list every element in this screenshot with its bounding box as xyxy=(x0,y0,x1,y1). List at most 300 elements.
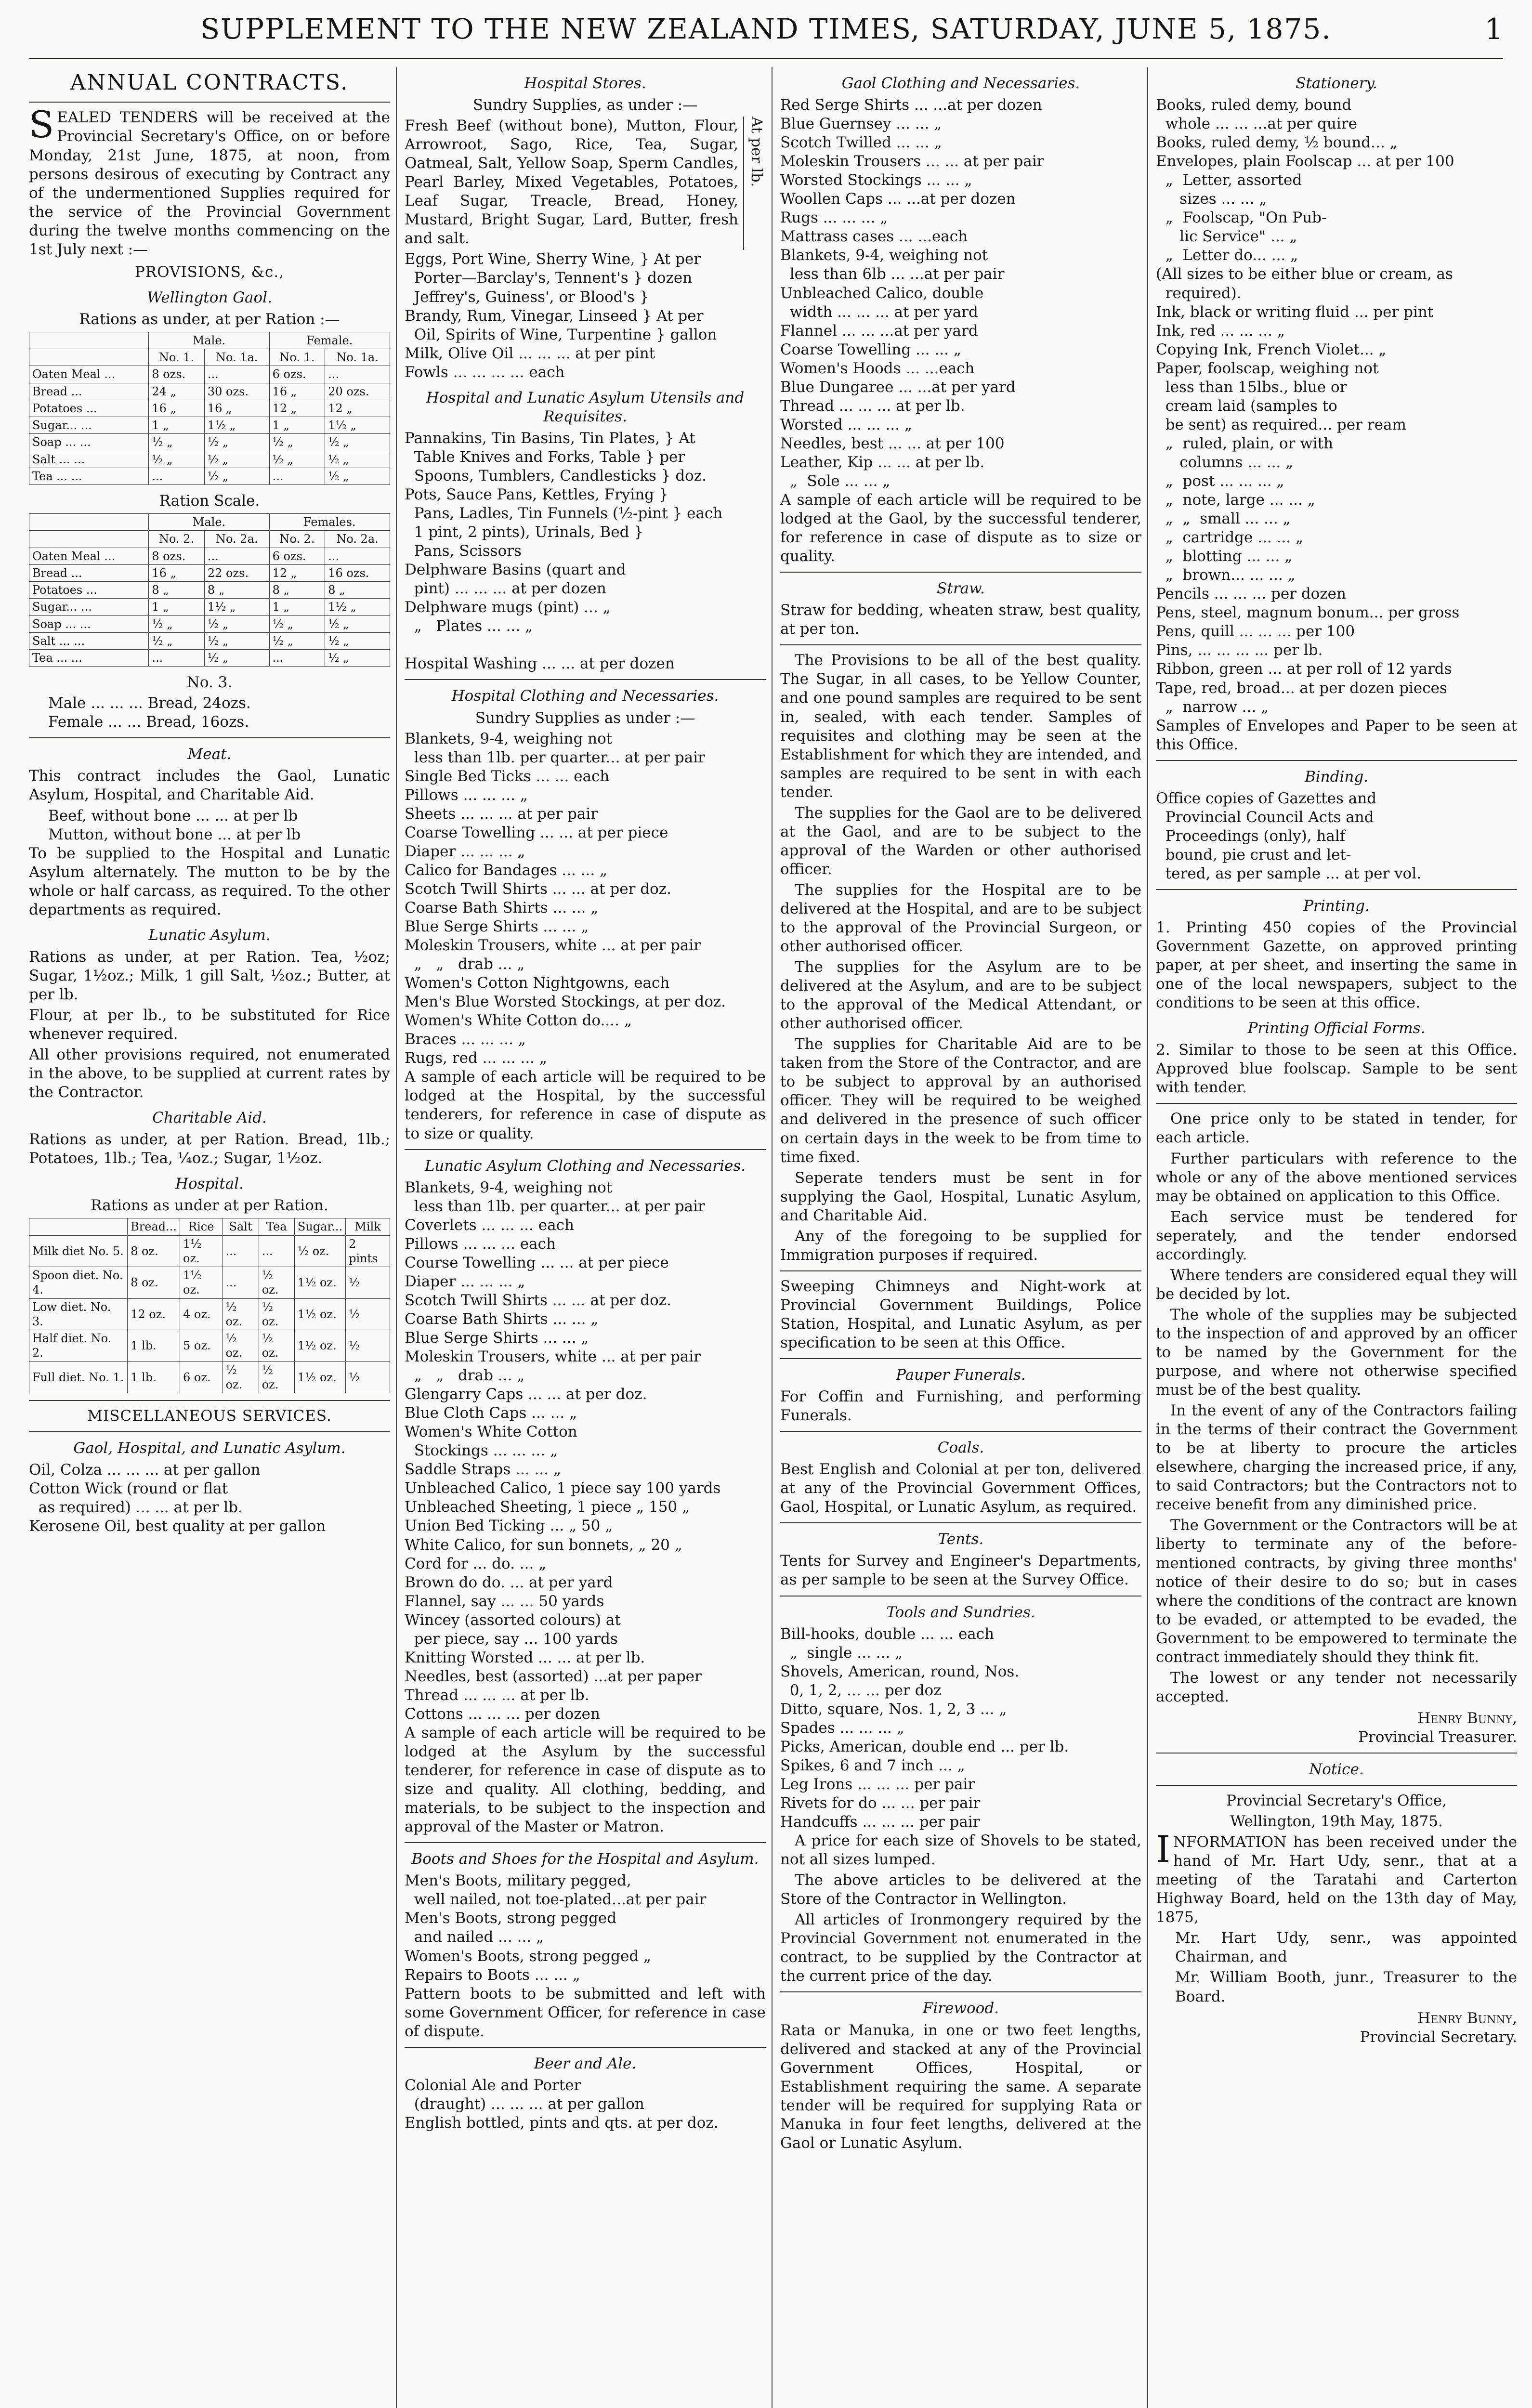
table-cell: 1½ oz. xyxy=(294,1267,345,1298)
meat-line: Beef, without bone ... ... at per lb xyxy=(48,807,298,824)
table-cell: ½ oz. xyxy=(259,1361,294,1393)
firewood-text: Rata or Manuka, in one or two feet lengths, delivered and stacked at any of the Provincial Government Offices, Hospital, or Establishment requiring the same. A separate tender will be required for supplying Rata or Manuka in four feet lengths, delivered at the Gaol or Lunatic Asylum. xyxy=(780,2021,1141,2152)
table-cell: ½ „ xyxy=(149,615,205,632)
printing-forms-heading: Printing Official Forms. xyxy=(1247,1020,1426,1037)
column-rule xyxy=(772,67,773,2408)
no3-line: Female ... ... Bread, 16ozs. xyxy=(48,713,249,731)
table-cell: ½ „ xyxy=(269,451,325,468)
meat-text: This contract includes the Gaol, Lunatic Asylum, Hospital, and Charitable Aid. xyxy=(29,767,390,804)
text-line: 0, 1, 2, ... ... per doz xyxy=(780,1681,942,1699)
table-row xyxy=(29,649,390,666)
divider xyxy=(405,1842,766,1843)
table-row xyxy=(29,564,390,581)
text-line: Glengarry Caps ... ... at per doz. xyxy=(405,1386,647,1403)
table-body xyxy=(29,548,390,667)
table-cell: ½ „ xyxy=(325,434,390,451)
text-line: English bottled, pints and qts. at per doz. xyxy=(405,2114,719,2132)
text-line: Repairs to Boots ... ... „ xyxy=(405,1966,580,1984)
column-1 xyxy=(29,67,390,2408)
table-cell: ... xyxy=(149,468,205,484)
text-line: Worsted ... ... ... „ xyxy=(780,416,912,433)
page-number: 1 xyxy=(1484,13,1503,46)
table-cell: ... xyxy=(204,366,269,383)
gaol-ration-table xyxy=(29,332,390,485)
diet-name: Half diet. No. 2. xyxy=(29,1330,128,1361)
text-line: 1 pint, 2 pints), Urinals, Bed } xyxy=(405,523,644,541)
tools-heading: Tools and Sundries. xyxy=(886,1603,1035,1621)
ration-scale-table xyxy=(29,513,390,667)
text-line: Red Serge Shirts ... ...at per dozen xyxy=(780,96,1042,114)
coals-text: Best English and Colonial at per ton, delivered at any of the Provincial Government Offices, Gaol, Hospital, or Lunatic Asylum, as required. xyxy=(780,1461,1141,1516)
text-line: Tape, red, broad... at per dozen pieces xyxy=(1156,679,1447,697)
text-line: whole ... ... ...at per quire xyxy=(1156,115,1357,133)
text-line: and nailed ... ... „ xyxy=(405,1928,544,1946)
text-line: Braces ... ... ... „ xyxy=(405,1031,526,1048)
text-line: Rugs, red ... ... ... „ xyxy=(405,1049,547,1067)
text-line: tered, as per sample ... at per vol. xyxy=(1156,864,1422,882)
table-cell: ½ „ xyxy=(325,615,390,632)
text-line: Single Bed Ticks ... ... each xyxy=(405,767,610,785)
notice-place: Provincial Secretary's Office, xyxy=(1226,1792,1447,1810)
diet-header: Bread... xyxy=(128,1218,180,1235)
masthead xyxy=(29,9,1503,52)
table-cell: 1 „ xyxy=(269,417,325,434)
table-group-header: Male. xyxy=(149,514,269,531)
table-row xyxy=(29,451,390,468)
text-line xyxy=(405,636,766,654)
table-cell: ½ „ xyxy=(325,451,390,468)
text-line: Eggs, Port Wine, Sherry Wine, } At per xyxy=(405,250,701,268)
text-line: White Calico, for sun bonnets, „ 20 „ xyxy=(405,1536,682,1554)
table-row xyxy=(29,1330,390,1361)
text-line: Bill-hooks, double ... ... each xyxy=(780,1625,995,1643)
column-2 xyxy=(405,67,766,2408)
masthead-rule xyxy=(29,58,1503,59)
paragraph: The supplies for the Gaol are to be delivered at the Gaol, and are to be subject to the approval of the Warden or other authorised officer. xyxy=(780,804,1141,878)
table-row xyxy=(29,548,390,564)
signature-title: Provincial Treasurer. xyxy=(1358,1728,1517,1746)
table-cell: 1 „ xyxy=(269,599,325,615)
paragraph: The Government or the Contractors will be at liberty to terminate any of the before-mentioned contracts, by giving three months' notice of their desire to do so; but in cases where the conditions of the contract are known to be evaded, or attempted to be evaded, the Government to be empowered to terminate the contract immediately should they think fit. xyxy=(1156,1517,1517,1666)
paragraph: The above articles to be delivered at the Store of the Contractor in Wellington. xyxy=(780,1871,1141,1908)
printing-heading: Printing. xyxy=(1303,897,1370,915)
table-cell: 1½ oz. xyxy=(180,1235,223,1267)
text-line: Moleskin Trousers, white ... at per pair xyxy=(405,1348,701,1366)
table-row xyxy=(29,383,390,400)
text-line: Books, ruled demy, ½ bound... „ xyxy=(1156,134,1398,152)
text-line: Women's Hoods ... ...each xyxy=(780,359,975,377)
pauper-text: For Coffin and Furnishing, and performing Funerals. xyxy=(780,1388,1141,1425)
text-line: Table Knives and Forks, Table } per xyxy=(405,448,685,466)
gaol-clothing-heading: Gaol Clothing and Necessaries. xyxy=(841,75,1080,92)
table-cell: ½ xyxy=(346,1361,390,1393)
table-col-header: No. 2a. xyxy=(325,531,390,548)
no3-line: Male ... ... ... Bread, 24ozs. xyxy=(48,694,251,712)
table-row xyxy=(29,366,390,383)
divider xyxy=(780,644,1141,645)
gaol-clothing-lines xyxy=(780,96,1141,491)
beer-heading: Beer and Ale. xyxy=(534,2055,637,2072)
text-line: Proceedings (only), half xyxy=(1156,827,1346,845)
printing-text: 1. Printing 450 copies of the Provincial Government Gazette, on approved printing paper, at per sheet, and inserting the same in one of the local newspapers, subject to the conditions to be seen at this office. xyxy=(1156,919,1517,1012)
text-line: bound, pie crust and let- xyxy=(1156,846,1351,864)
text-line: Rugs ... ... ... „ xyxy=(780,209,888,227)
divider xyxy=(780,1358,1141,1359)
table-body xyxy=(29,366,390,485)
misc-line: Kerosene Oil, best quality at per gallon xyxy=(29,1518,326,1535)
table-cell: ... xyxy=(325,366,390,383)
charitable-aid-heading: Charitable Aid. xyxy=(152,1109,267,1127)
table-cell: ½ oz. xyxy=(223,1298,259,1330)
table-cell: ... xyxy=(223,1235,259,1267)
text-line: Coarse Towelling ... ... „ xyxy=(780,340,961,358)
text-line: Thread ... ... ... at per lb. xyxy=(780,397,965,415)
hospital-diet-table xyxy=(29,1218,390,1393)
text-line: less than 1lb. per quarter... at per pair xyxy=(405,1197,705,1215)
table-cell: 20 ozs. xyxy=(325,383,390,400)
table-cell: ... xyxy=(149,649,205,666)
divider xyxy=(405,1149,766,1150)
paragraph: The supplies for Charitable Aid are to be taken from the Store of the Contractor, and are to be subject to approval by an authorised officer. They will be required to be weighed and delivered in the presence of such officer on certain days in the week to be from time to time fixed. xyxy=(780,1035,1141,1166)
stores-block xyxy=(405,117,766,250)
misc-services-heading: MISCELLANEOUS SERVICES. xyxy=(87,1407,332,1425)
table-cell: 12 „ xyxy=(325,400,390,417)
text-line: Thread ... ... ... at per lb. xyxy=(405,1686,589,1704)
text-line: Scotch Twill Shirts ... ... at per doz. xyxy=(405,1291,671,1309)
table-group-header: Male. xyxy=(149,332,269,349)
diet-name: Full diet. No. 1. xyxy=(29,1361,128,1393)
text-line: Coarse Bath Shirts ... ... „ xyxy=(405,899,599,916)
table-cell: 16 „ xyxy=(204,400,269,417)
text-line: „ brown... ... ... „ xyxy=(1156,566,1296,584)
table-row xyxy=(29,632,390,649)
paragraph: One price only to be stated in tender, for each article. xyxy=(1156,1110,1517,1147)
table-cell: ½ xyxy=(346,1330,390,1361)
text-line: „ Plates ... ... „ xyxy=(405,617,533,635)
text-line: Blue Serge Shirts ... ... „ xyxy=(405,918,589,936)
text-line: sizes ... ... „ xyxy=(1156,190,1267,208)
diet-header: Sugar... xyxy=(294,1218,345,1235)
table-row xyxy=(29,468,390,484)
text-line: Course Towelling ... ... at per piece xyxy=(405,1254,669,1271)
utensils-lines xyxy=(405,429,766,674)
text-line: Pencils ... ... ... per dozen xyxy=(1156,585,1346,603)
table-cell: 1 „ xyxy=(149,417,205,434)
table-cell: Bread ... xyxy=(29,564,149,581)
divider xyxy=(1156,1753,1517,1754)
text-line: Milk, Olive Oil ... ... ... at per pint xyxy=(405,344,655,362)
table-row xyxy=(29,1361,390,1393)
tools-lines xyxy=(780,1625,1141,1832)
firewood-heading: Firewood. xyxy=(922,2000,999,2017)
divider xyxy=(1156,1103,1517,1104)
text-line: Scotch Twill Shirts ... ... at per doz. xyxy=(405,880,671,898)
table-cell: 12 „ xyxy=(269,400,325,417)
paragraph: Where tenders are considered equal they will be decided by lot. xyxy=(1156,1266,1517,1303)
table-cell: Oaten Meal ... xyxy=(29,548,149,564)
printing-forms-text: 2. Similar to those to be seen at this Office. Approved blue foolscap. Sample to be sent with tender. xyxy=(1156,1041,1517,1097)
binding-lines xyxy=(1156,789,1517,883)
table-cell: 8 ozs. xyxy=(149,548,205,564)
divider xyxy=(1156,760,1517,761)
paragraph: Any of the foregoing to be supplied for Immigration purposes if required. xyxy=(780,1227,1141,1264)
text-line: Pans, Ladles, Tin Funnels (½-pint } each xyxy=(405,505,723,523)
stores-text: Fresh Beef (without bone), Mutton, Flour, Arrowroot, Sago, Rice, Tea, Sugar, Oatmeal, Salt, Yellow Soap, Sperm Candles, Pearl Barley, Mixed Vegetables, Potatoes, Leaf Sugar, Treacle, Bread, Honey, Mustard, Bright Sugar, Lard, Butter, fresh and salt. xyxy=(405,117,738,248)
table-cell: 1½ oz. xyxy=(294,1330,345,1361)
divider xyxy=(780,1596,1141,1597)
diet-header: Tea xyxy=(259,1218,294,1235)
text-line: well nailed, not toe-plated...at per pair xyxy=(405,1891,707,1909)
table-cell: ½ „ xyxy=(204,451,269,468)
clothing-lines xyxy=(405,730,766,1068)
table-cell: Soap ... ... xyxy=(29,615,149,632)
text-line: Diaper ... ... ... „ xyxy=(405,842,525,860)
text-line: Ditto, square, Nos. 1, 2, 3 ... „ xyxy=(780,1700,1007,1718)
paragraph: In the event of any of the Contractors failing in the terms of their contract the Government to be at liberty to procure the articles elsewhere, charging the increased price, if any, to said Contractors; but the Contractors not to receive benefit from any diminished price. xyxy=(1156,1402,1517,1514)
text-line: Provincial Council Acts and xyxy=(1156,808,1374,826)
table-cell: 1 lb. xyxy=(128,1330,180,1361)
text-line: Coarse Bath Shirts ... ... „ xyxy=(405,1310,599,1328)
diet-header: Salt xyxy=(223,1218,259,1235)
text-line: Blankets, 9-4, weighing not xyxy=(780,247,988,264)
text-line: width ... ... ... at per yard xyxy=(780,303,978,321)
table-col-header: No. 2. xyxy=(149,531,205,548)
text-line: Women's White Cotton xyxy=(405,1423,577,1441)
paragraph: The lowest or any tender not necessarily accepted. xyxy=(1156,1669,1517,1705)
stores-brace-label: At per lb. xyxy=(743,117,766,250)
table-row xyxy=(29,1267,390,1298)
lunatic-clothing-lines xyxy=(405,1178,766,1724)
gaol-clothing-note: A sample of each article will be required to be lodged at the Gaol, by the successful tenderer, for reference in case of dispute as to size or quality. xyxy=(780,491,1141,565)
table-cell: 8 oz. xyxy=(128,1235,180,1267)
text-line: „ „ drab ... „ xyxy=(405,1367,525,1385)
text-line: Women's Boots, strong pegged „ xyxy=(405,1947,652,1965)
text-line: Blue Dungaree ... ...at per yard xyxy=(780,378,1016,396)
hospital-clothing-heading: Hospital Clothing and Necessaries. xyxy=(451,687,719,705)
gaol-subheading: Rations as under, at per Ration :— xyxy=(79,310,340,328)
paragraph: Seperate tenders must be sent in for supplying the Gaol, Hospital, Lunatic Asylum, and Charitable Aid. xyxy=(780,1169,1141,1224)
table-row xyxy=(29,400,390,417)
table-row xyxy=(29,1298,390,1330)
charitable-text: Rations as under, at per Ration. Bread, 1lb.; Potatoes, 1lb.; Tea, ¼oz.; Sugar, 1½oz. xyxy=(29,1131,390,1167)
text-line: Men's Boots, military pegged, xyxy=(405,1872,631,1890)
divider xyxy=(780,1522,1141,1523)
table-cell: ½ oz. xyxy=(294,1235,345,1267)
text-line: per piece, say ... 100 yards xyxy=(405,1630,618,1648)
text-line: Pillows ... ... ... each xyxy=(405,1235,556,1253)
text-line: Paper, foolscap, weighing not xyxy=(1156,359,1379,377)
table-cell: ½ „ xyxy=(204,632,269,649)
text-line: Worsted Stockings ... ... „ xyxy=(780,171,972,189)
table-cell: Soap ... ... xyxy=(29,434,149,451)
binding-heading: Binding. xyxy=(1304,768,1369,785)
text-line: Envelopes, plain Foolscap ... at per 100 xyxy=(1156,153,1454,170)
divider xyxy=(29,737,390,738)
text-line: Knitting Worsted ... ... at per lb. xyxy=(405,1649,645,1666)
table-cell: 6 oz. xyxy=(180,1361,223,1393)
table-cell: ½ „ xyxy=(269,615,325,632)
divider xyxy=(29,102,390,103)
text-line: Spoons, Tumblers, Candlesticks } doz. xyxy=(405,467,707,484)
stationery-note: Samples of Envelopes and Paper to be seen at this Office. xyxy=(1156,717,1517,753)
text-line: Scotch Twilled ... ... „ xyxy=(780,134,942,152)
text-line: Blue Guernsey ... ... „ xyxy=(780,115,942,133)
text-line: cream laid (samples to xyxy=(1156,397,1337,415)
table-cell: 24 „ xyxy=(149,383,205,400)
text-line: „ „ drab ... „ xyxy=(405,955,525,973)
misc-subheading: Gaol, Hospital, and Lunatic Asylum. xyxy=(73,1440,346,1457)
table-cell: Tea ... ... xyxy=(29,468,149,484)
table-cell: ½ oz. xyxy=(259,1298,294,1330)
sweeping-text: Sweeping Chimneys and Night-work at Provincial Government Buildings, Police Station, Hospital, and Lunatic Asylum, as per specification to be seen at this Office. xyxy=(780,1277,1141,1351)
text-line: Spades ... ... ... „ xyxy=(780,1719,904,1737)
table-cell: ½ xyxy=(346,1298,390,1330)
straw-heading: Straw. xyxy=(937,580,985,598)
table-cell: Sugar... ... xyxy=(29,417,149,434)
text-line: Needles, best ... ... at per 100 xyxy=(780,434,1005,452)
signature-name: Henry Bunny, xyxy=(1417,1709,1517,1727)
text-line: less than 1lb. per quarter... at per pair xyxy=(405,748,705,766)
boots-note: Pattern boots to be submitted and left with some Government Officer, for reference in case of dispute. xyxy=(405,1985,766,2040)
tender-intro: SEALED TENDERS will be received at the Provincial Secretary's Office, on or before Monday, 21st June, 1875, at noon, from persons desirous of executing by Contract any of the undermentioned Supplies required for the service of the Provincial Government during the twelve months commencing on the 1st July next :— xyxy=(29,103,390,258)
text-line: Pens, quill ... ... ... per 100 xyxy=(1156,623,1355,641)
hospital-clothing-subheading: Sundry Supplies as under :— xyxy=(475,709,695,727)
table-cell: Oaten Meal ... xyxy=(29,366,149,383)
text-line: „ blotting ... ... „ xyxy=(1156,548,1293,565)
notice-signature-name: Henry Bunny, xyxy=(1417,2009,1517,2027)
table-cell: 1 „ xyxy=(149,599,205,615)
text-line: Pins, ... ... ... ... per lb. xyxy=(1156,641,1323,659)
diet-name: Spoon diet. No. 4. xyxy=(29,1267,128,1298)
text-line: Coverlets ... ... ... each xyxy=(405,1216,574,1234)
table-cell: 1½ oz. xyxy=(180,1267,223,1298)
table-cell: 6 ozs. xyxy=(269,366,325,383)
table-cell: ... xyxy=(325,548,390,564)
table-col-header: No. 1. xyxy=(149,349,205,366)
divider xyxy=(780,1991,1141,1992)
utensils-heading: Hospital and Lunatic Asylum Utensils and Requisites. xyxy=(426,389,745,425)
text-line: Pannakins, Tin Basins, Tin Plates, } At xyxy=(405,429,695,447)
table-cell: ½ „ xyxy=(325,468,390,484)
tools-notes xyxy=(780,1832,1141,1986)
table-cell: 5 oz. xyxy=(180,1330,223,1361)
text-line: Men's Blue Worsted Stockings, at per doz. xyxy=(405,993,726,1011)
divider xyxy=(1156,889,1517,890)
text-line: Ink, red ... ... ... „ xyxy=(1156,322,1285,340)
coals-heading: Coals. xyxy=(937,1439,984,1457)
table-cell: 6 ozs. xyxy=(269,548,325,564)
text-line: Blankets, 9-4, weighing not xyxy=(405,1178,613,1196)
notice-text-3: Mr. William Booth, junr., Treasurer to the Board. xyxy=(1175,1969,1517,2005)
table-cell: 16 ozs. xyxy=(325,564,390,581)
column-rule xyxy=(396,67,397,2408)
table-cell: ½ „ xyxy=(204,615,269,632)
divider xyxy=(29,1400,390,1401)
table-cell: 8 ozs. xyxy=(149,366,205,383)
boots-heading: Boots and Shoes for the Hospital and Asylum. xyxy=(411,1850,759,1868)
provisions-heading: PROVISIONS, &c., xyxy=(134,263,285,281)
divider xyxy=(405,2047,766,2048)
table-cell: ½ „ xyxy=(149,632,205,649)
tents-text: Tents for Survey and Engineer's Departments, as per sample to be seen at the Survey Office. xyxy=(780,1552,1141,1589)
table-col-header: No. 1a. xyxy=(325,349,390,366)
table-cell: ½ „ xyxy=(325,632,390,649)
text-line: „ „ small ... ... „ xyxy=(1156,510,1291,528)
text-line: „ note, large ... ... „ xyxy=(1156,491,1315,509)
text-line: Cord for ... do. ... „ xyxy=(405,1555,547,1572)
paragraph: A price for each size of Shovels to be stated, not all sizes lumped. xyxy=(780,1832,1141,1869)
text-line: Flannel ... ... ...at per yard xyxy=(780,322,978,340)
table-cell: ½ oz. xyxy=(223,1361,259,1393)
text-line: Unbleached Calico, double xyxy=(780,284,984,302)
text-line: Blue Serge Shirts ... ... „ xyxy=(405,1329,589,1347)
text-line: „ post ... ... ... „ xyxy=(1156,472,1284,490)
text-line: Leather, Kip ... ... at per lb. xyxy=(780,453,985,471)
notice-heading: Notice. xyxy=(1309,1760,1364,1778)
tender-conditions xyxy=(1156,1110,1517,1706)
divider xyxy=(780,572,1141,573)
table-cell: 12 „ xyxy=(269,564,325,581)
text-line: Porter—Barclay's, Tennent's } dozen xyxy=(405,269,693,287)
text-line: Brown do do. ... at per yard xyxy=(405,1573,613,1591)
text-line: Hospital Washing ... ... at per dozen xyxy=(405,655,675,673)
table-cell: Bread ... xyxy=(29,383,149,400)
text-line: Delphware Basins (quart and xyxy=(405,561,626,579)
text-line: Copying Ink, French Violet... „ xyxy=(1156,340,1387,358)
text-line: Needles, best (assorted) ...at per paper xyxy=(405,1667,702,1685)
text-line: Cottons ... ... ... per dozen xyxy=(405,1705,600,1723)
text-line: „ cartridge ... ... „ xyxy=(1156,529,1304,547)
text-line: Flannel, say ... ... 50 yards xyxy=(405,1592,604,1610)
table-cell: ½ „ xyxy=(149,451,205,468)
text-line: Saddle Straps ... ... „ xyxy=(405,1461,562,1479)
text-line: Oil, Spirits of Wine, Turpentine } gallon xyxy=(405,326,717,343)
table-cell: ½ „ xyxy=(269,632,325,649)
notice-signature-title: Provincial Secretary. xyxy=(1360,2028,1517,2046)
table-cell: 12 oz. xyxy=(128,1298,180,1330)
ration-scale-heading: Ration Scale. xyxy=(159,492,260,510)
table-cell: 16 „ xyxy=(149,564,205,581)
hospital-heading: Hospital. xyxy=(175,1175,244,1193)
clothing-note: A sample of each article will be required to be lodged at the Hospital, by the successful tenderers, for reference in case of dispute as to size or quality. xyxy=(405,1068,766,1142)
text-line: be sent) as required... per ream xyxy=(1156,416,1406,433)
text-line: „ Letter do... ... „ xyxy=(1156,247,1298,264)
text-line: Spikes, 6 and 7 inch ... „ xyxy=(780,1756,965,1774)
table-row xyxy=(29,1235,390,1267)
beer-lines xyxy=(405,2076,766,2133)
diet-header: Rice xyxy=(180,1218,223,1235)
hospital-stores-subheading: Sundry Supplies, as under :— xyxy=(472,96,698,114)
misc-line: as required) ... ... at per lb. xyxy=(29,1499,243,1517)
column-rule xyxy=(1147,67,1148,2408)
table-group-header: Female. xyxy=(269,332,390,349)
hospital-subheading: Rations as under at per Ration. xyxy=(91,1197,328,1215)
diet-header: Milk xyxy=(346,1218,390,1235)
table-cell: 1 lb. xyxy=(128,1361,180,1393)
text-line: pint) ... ... ... at per dozen xyxy=(405,580,606,598)
table-cell: 1½ „ xyxy=(325,417,390,434)
lunatic-text-3: All other provisions required, not enumerated in the above, to be supplied at current rates by the Contractor. xyxy=(29,1046,390,1101)
paragraph: Each service must be tendered for seperately, and the tender endorsed accordingly. xyxy=(1156,1208,1517,1263)
table-cell: 8 „ xyxy=(204,582,269,599)
boots-lines xyxy=(405,1871,766,1984)
table-cell: 4 oz. xyxy=(180,1298,223,1330)
lunatic-clothing-note: A sample of each article will be required to be lodged at the Asylum by the successful tenderer, for reference in case of dispute as to size and quality. All clothing, bedding, and materials, to be subject to the inspection and approval of the Master or Matron. xyxy=(405,1724,766,1836)
text-line: Mattrass cases ... ...each xyxy=(780,228,968,246)
column-3 xyxy=(780,67,1141,2408)
text-line: Blue Cloth Caps ... ... „ xyxy=(405,1404,577,1422)
text-line: „ Letter, assorted xyxy=(1156,171,1302,189)
